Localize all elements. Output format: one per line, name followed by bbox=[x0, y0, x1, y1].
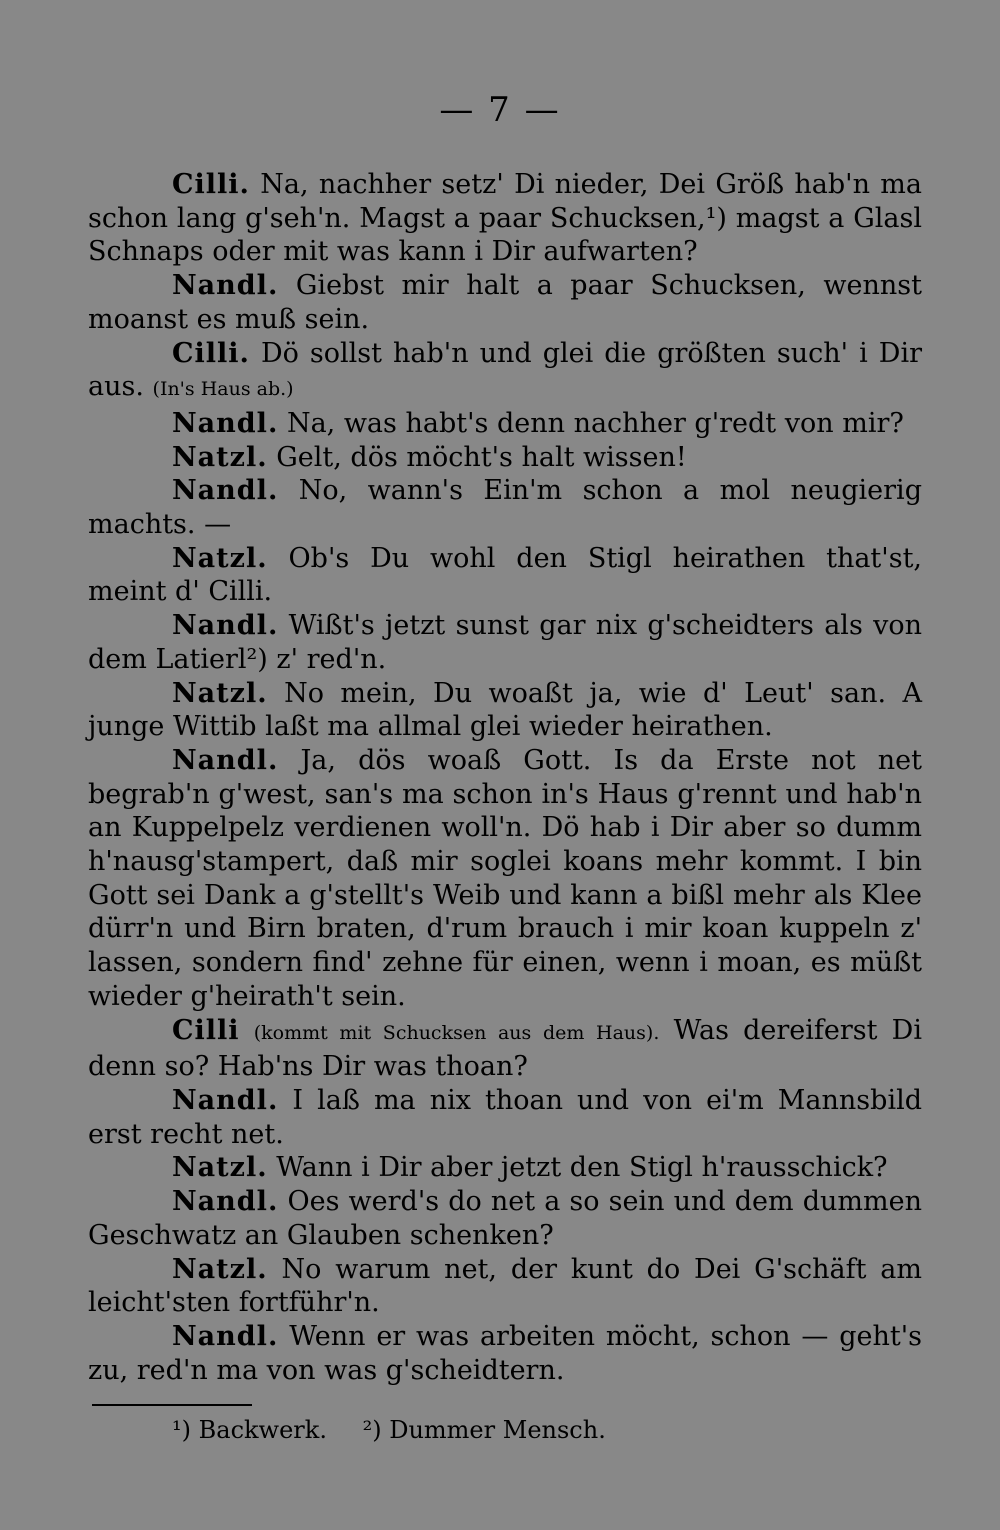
speech-text: Oes werd's do net a so sein und dem dummen Geschwatz an Glauben schenken? bbox=[88, 1186, 922, 1251]
footnote-2: ²) Dummer Mensch. bbox=[362, 1416, 606, 1444]
speaker-name: Nandl. bbox=[172, 1084, 279, 1116]
speaker-name: Natzl. bbox=[172, 1253, 268, 1285]
speech-text: Ja, dös woaß Gott. Is da Erste not net begrab'n g'west, san's ma schon in's Haus g'rennt und hab'n an Kuppelpelz verdienen woll'n. Dö hab i Dir aber so dumm h'nausg'stampert, daß mir soglei koans mehr kommt. I bin Gott sei Dank a g'stellt's Weib und kann a bißl mehr als Klee dürr'n und Birn braten, d'rum brauch i mir koan kuppeln z' lassen, sondern find' zehne für einen, wenn i moan, es müßt wieder g'heirath't sein. bbox=[88, 744, 922, 1012]
speaker-name: Natzl. bbox=[172, 677, 268, 709]
speaker-name: Cilli. bbox=[172, 337, 250, 369]
speech-paragraph bbox=[88, 744, 922, 1014]
speaker-name: Nandl. bbox=[172, 744, 279, 776]
speaker-name: Nandl. bbox=[172, 1320, 279, 1352]
speech-paragraph bbox=[88, 1253, 922, 1320]
footnote-1: ¹) Backwerk. bbox=[172, 1416, 327, 1444]
speech-text: Giebst mir halt a paar Schucksen, wennst moanst es muß sein. bbox=[88, 270, 922, 335]
speech-text: Wann i Dir aber jetzt den Stigl h'rausschick? bbox=[276, 1152, 888, 1184]
footnotes bbox=[172, 1416, 634, 1444]
stage-direction: (kommt mit Schucksen aus dem Haus). bbox=[253, 1021, 660, 1044]
speech-paragraph bbox=[88, 1185, 922, 1252]
speech-text: No mein, Du woaßt ja, wie d' Leut' san. A junge Wittib laßt ma allmal glei wieder heirathen. bbox=[88, 677, 922, 743]
speech-text: No, wann's Ein'm schon a mol neugierig machts. — bbox=[88, 475, 922, 541]
speech-paragraph bbox=[88, 269, 922, 336]
speaker-name: Nandl. bbox=[172, 407, 279, 439]
page-number: — 7 — bbox=[439, 90, 561, 130]
footnote-divider bbox=[92, 1404, 252, 1406]
speaker-name: Cilli bbox=[172, 1014, 240, 1046]
speaker-name: Nandl. bbox=[172, 475, 279, 507]
speech-paragraph bbox=[88, 337, 922, 407]
speech-paragraph bbox=[88, 677, 922, 744]
speech-paragraph bbox=[88, 441, 922, 475]
speaker-name: Natzl. bbox=[172, 441, 268, 473]
speech-text: Dö sollst hab'n und glei die größten such' i Dir aus. bbox=[88, 337, 922, 403]
speech-text: Na, nachher setz' Di nieder, Dei Größ hab'n ma schon lang g'seh'n. Magst a paar Schucksen,¹) magst a Glasl Schnaps oder mit was kann i Dir aufwarten? bbox=[88, 169, 922, 268]
speech-paragraph bbox=[88, 542, 922, 609]
speech-paragraph bbox=[88, 1014, 922, 1084]
speech-paragraph bbox=[88, 168, 922, 269]
speech-text: Wenn er was arbeiten möcht, schon — geht's zu, red'n ma von was g'scheidtern. bbox=[88, 1320, 922, 1386]
speech-text: Was dereiferst Di denn so? Hab'ns Dir was thoan? bbox=[88, 1014, 922, 1083]
speaker-name: Nandl. bbox=[172, 610, 279, 642]
speech-paragraph bbox=[88, 1151, 922, 1185]
speech-paragraph bbox=[88, 1320, 922, 1387]
speaker-name: Cilli. bbox=[172, 169, 250, 200]
speech-paragraph bbox=[88, 474, 922, 541]
speech-paragraph bbox=[88, 407, 922, 441]
speech-paragraph bbox=[88, 1084, 922, 1151]
speech-paragraph bbox=[88, 609, 922, 676]
stage-direction: (In's Haus ab.) bbox=[152, 378, 294, 401]
speaker-name: Natzl. bbox=[172, 542, 268, 574]
speaker-name: Nandl. bbox=[172, 1186, 279, 1218]
speech-text: No warum net, der kunt do Dei G'schäft am leicht'sten fortführ'n. bbox=[88, 1253, 923, 1319]
dialogue-body bbox=[88, 168, 922, 1387]
speech-text: Na, was habt's denn nachher g'redt von mir? bbox=[286, 407, 904, 439]
speech-text: Ob's Du wohl den Stigl heirathen that'st, meint d' Cilli. bbox=[88, 542, 922, 608]
speaker-name: Nandl. bbox=[172, 270, 279, 302]
speech-text: Gelt, dös möcht's halt wissen! bbox=[276, 441, 687, 473]
speech-text: Wißt's jetzt sunst gar nix g'scheidters als von dem Latierl²) z' red'n. bbox=[88, 610, 922, 675]
speech-text: I laß ma nix thoan und von ei'm Mannsbild erst recht net. bbox=[88, 1084, 922, 1150]
speaker-name: Natzl. bbox=[172, 1152, 268, 1184]
